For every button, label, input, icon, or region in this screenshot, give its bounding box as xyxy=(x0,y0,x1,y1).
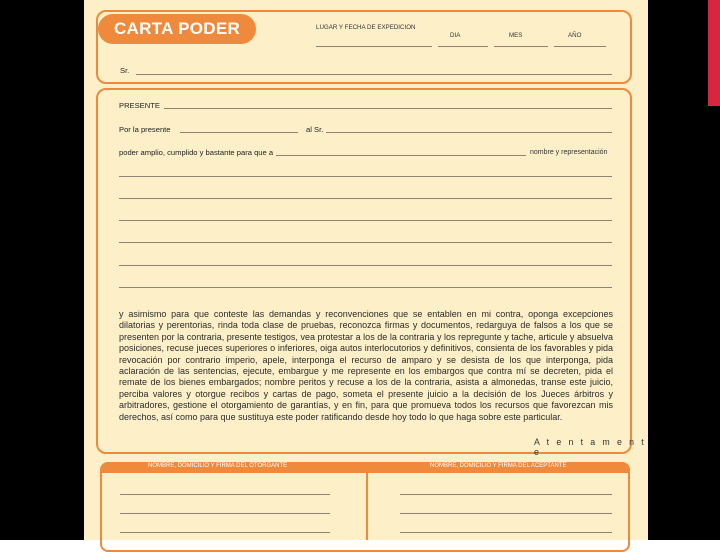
presente-label: PRESENTE xyxy=(119,101,160,110)
legal-paragraph: y asimismo para que conteste las demandas y reconvenciones que se entablen en mi contra, oponga excepciones dilatorias y perentorias, rinda toda clase de pruebas, reconozca firmas y documentos, redarguya de falsos a los que se presenten por la contraria, presente testigos, vea protestar a los de la contraria y los repregunte y tache, articule y absuelva posiciones, recuse jueces superiores o inferiores, oiga autos interlocutorios y definitivos, consienta de los favorables y pida revocación por contrario imperio, apele, interponga el recurso de amparo y se desista de los que interponga, pida aclaración de las sentencias, ejecute, embargue y me represente en los embargos que contra mí se decreten, pida el remate de los bienes embargados; nombre peritos y recuse a los de la contraria, asista a almonedas, transe este juicio, perciba valores y otorgue recibos y cartas de pago, someta el presente juicio a la decisión de los Jueces árbitros y arbitradores, gestione el otorgamiento de garantías, y en fin, para que promueva todos los recursos que favorezcan mis derechos, así como para que sustituya este poder ratificando desde hoy todo lo que haga sobre este particular. xyxy=(119,309,613,422)
atentamente-label: A t e n t a m e n t e xyxy=(534,437,647,457)
fill-line-6[interactable] xyxy=(119,287,612,288)
carta-poder-form xyxy=(84,0,648,540)
aceptante-label: NOMBRE, DOMICILIO Y FIRMA DEL ACEPTANTE xyxy=(430,463,567,469)
place-line[interactable] xyxy=(316,46,432,47)
aceptante-line-2[interactable] xyxy=(400,513,612,514)
otorgante-label: NOMBRE, DOMICILIO Y FIRMA DEL OTORGANTE xyxy=(148,463,288,469)
fill-line-4[interactable] xyxy=(119,242,612,243)
aceptante-line-1[interactable] xyxy=(400,494,612,495)
al-sr-line[interactable] xyxy=(326,132,612,133)
month-line[interactable] xyxy=(494,46,548,47)
place-date-label: LUGAR Y FECHA DE EXPEDICION xyxy=(316,24,416,31)
otorgante-name-line[interactable] xyxy=(180,132,298,133)
left-black-border xyxy=(0,0,84,540)
al-sr-label: al Sr. xyxy=(306,125,324,134)
nombre-representacion-label: nombre y representación xyxy=(530,149,608,156)
year-line[interactable] xyxy=(554,46,606,47)
red-side-tab xyxy=(708,0,720,106)
sr-label: Sr. xyxy=(120,66,130,75)
otorgante-line-1[interactable] xyxy=(120,494,330,495)
form-title: CARTA PODER xyxy=(98,14,256,44)
por-la-presente-label: Por la presente xyxy=(119,125,171,134)
day-label: DIA xyxy=(450,32,461,39)
sr-line[interactable] xyxy=(136,74,612,75)
fill-line-5[interactable] xyxy=(119,265,612,266)
otorgante-line-3[interactable] xyxy=(120,532,330,533)
signature-box xyxy=(100,462,630,552)
fill-line-2[interactable] xyxy=(119,198,612,199)
otorgante-line-2[interactable] xyxy=(120,513,330,514)
year-label: AÑO xyxy=(568,32,582,39)
presente-line[interactable] xyxy=(164,108,612,109)
signature-divider xyxy=(366,470,368,540)
fill-line-3[interactable] xyxy=(119,220,612,221)
poder-amplio-label: poder amplio, cumplido y bastante para que a xyxy=(119,148,274,157)
poder-a-line[interactable] xyxy=(276,155,526,156)
aceptante-line-3[interactable] xyxy=(400,532,612,533)
day-line[interactable] xyxy=(438,46,488,47)
month-label: MES xyxy=(509,32,523,39)
fill-line-1[interactable] xyxy=(119,176,612,177)
